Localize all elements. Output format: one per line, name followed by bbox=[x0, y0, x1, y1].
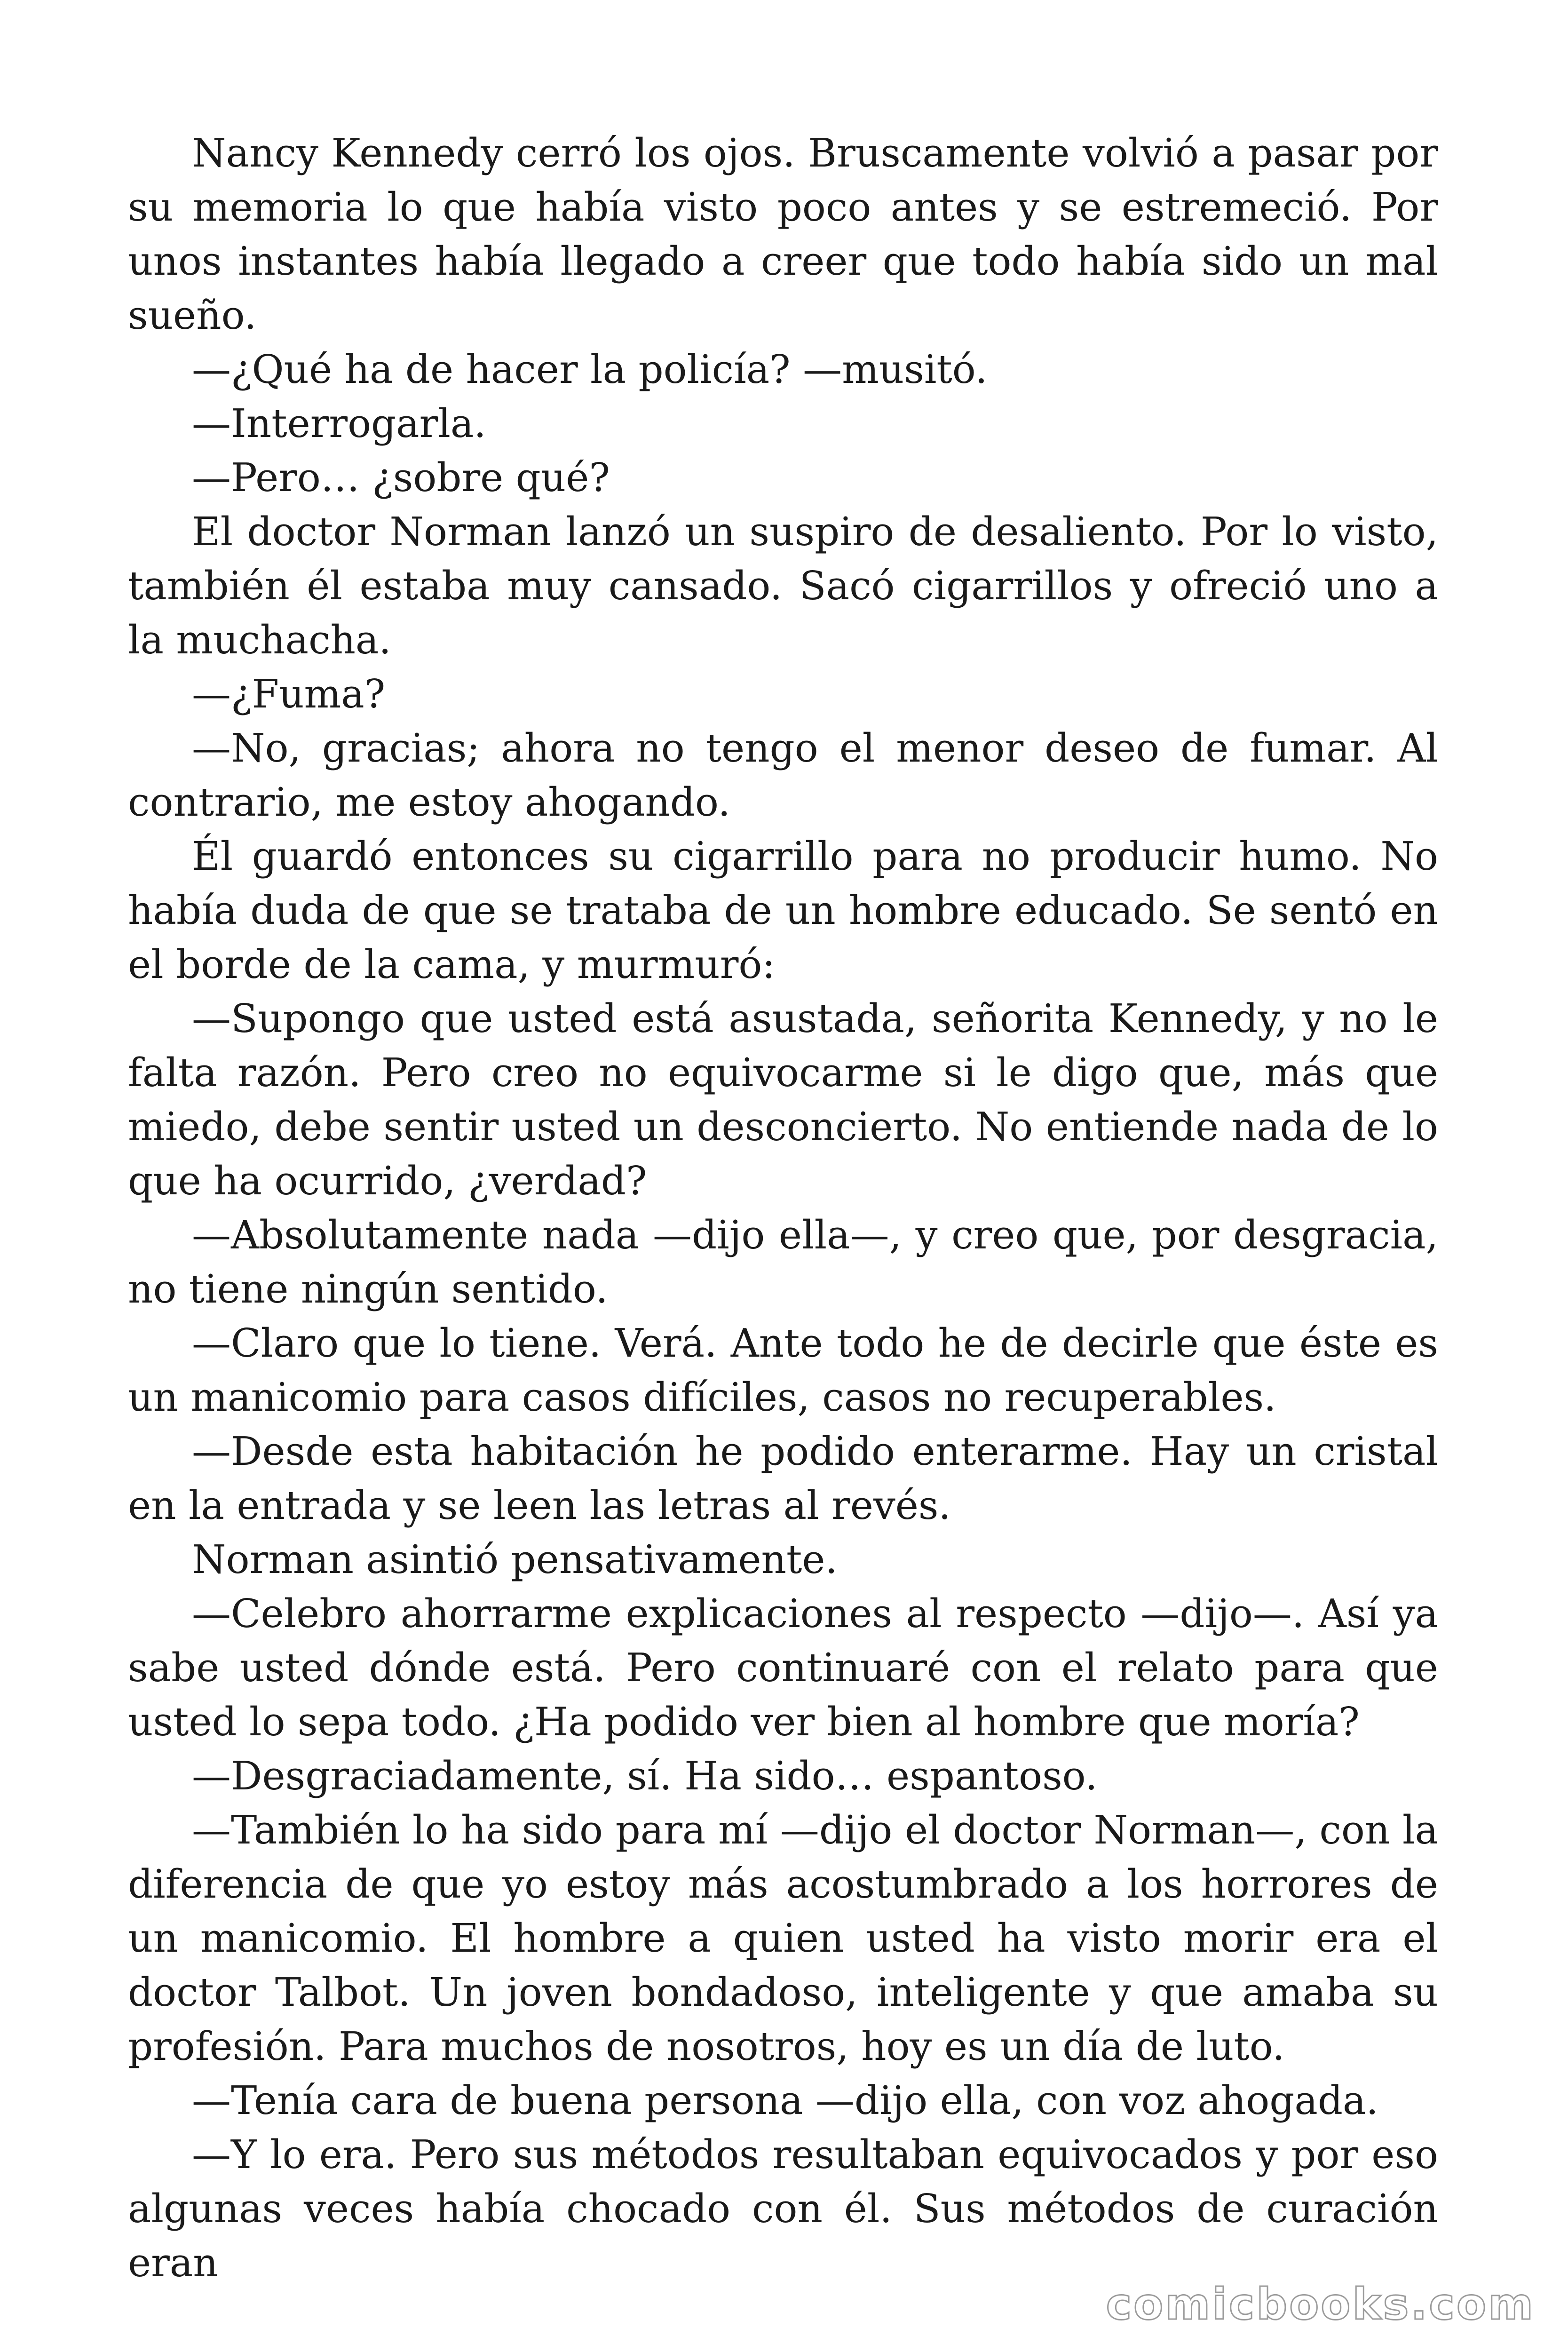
paragraph: El doctor Norman lanzó un suspiro de desaliento. Por lo visto, también él estaba muy cansado. Sacó cigarrillos y ofreció uno a la muchacha. bbox=[128, 509, 1438, 663]
paragraph: —Claro que lo tiene. Verá. Ante todo he de decirle que éste es un manicomio para casos difíciles, casos no recuperables. bbox=[128, 1320, 1438, 1420]
paragraph: —Desde esta habitación he podido enterarme. Hay un cristal en la entrada y se leen las letras al revés. bbox=[128, 1429, 1438, 1528]
watermark: comicbooks.com bbox=[1106, 2279, 1535, 2329]
paragraph: —Absolutamente nada —dijo ella—, y creo que, por desgracia, no tiene ningún sentido. bbox=[128, 1212, 1438, 1312]
paragraph: —Interrogarla. bbox=[192, 401, 486, 446]
paragraph: Nancy Kennedy cerró los ojos. Bruscamente volvió a pasar por su memoria lo que había visto poco antes y se estremeció. Por unos instantes había llegado a creer que todo había sido un mal sueño. bbox=[128, 130, 1438, 338]
paragraph: Él guardó entonces su cigarrillo para no producir humo. No había duda de que se trataba de un hombre educado. Se sentó en el borde de la cama, y murmuró: bbox=[128, 834, 1438, 987]
paragraph: —No, gracias; ahora no tengo el menor deseo de fumar. Al contrario, me estoy ahogando. bbox=[128, 725, 1438, 825]
paragraph: —Pero… ¿sobre qué? bbox=[192, 455, 610, 501]
paragraph: —Celebro ahorrarme explicaciones al respecto —dijo—. Así ya sabe usted dónde está. Pero continuaré con el relato para que usted lo sepa todo. ¿Ha podido ver bien al hombre que moría? bbox=[128, 1591, 1438, 1745]
paragraph: —Y lo era. Pero sus métodos resultaban equivocados y por eso algunas veces había chocado con él. Sus métodos de curación eran bbox=[128, 2132, 1438, 2286]
paragraph: —¿Fuma? bbox=[192, 671, 386, 717]
paragraph: —Supongo que usted está asustada, señorita Kennedy, y no le falta razón. Pero creo no equivocarme si le digo que, más que miedo, debe sentir usted un desconcierto. No entiende nada de lo que ha ocurrido, ¿verdad? bbox=[128, 996, 1438, 1204]
paragraph: —¿Qué ha de hacer la policía? —musitó. bbox=[192, 347, 988, 392]
paragraph: —Desgraciadamente, sí. Ha sido… espantoso. bbox=[192, 1753, 1098, 1799]
paragraph: —También lo ha sido para mí —dijo el doctor Norman—, con la diferencia de que yo estoy más acostumbrado a los horrores de un manicomio. El hombre a quien usted ha visto morir era el doctor Talbot. Un joven bondadoso, inteligente y que amaba su profesión. Para muchos de nosotros, hoy es un día de luto. bbox=[128, 1807, 1438, 2069]
paragraph: Norman asintió pensativamente. bbox=[192, 1537, 838, 1582]
paragraph: —Tenía cara de buena persona —dijo ella, con voz ahogada. bbox=[192, 2078, 1378, 2123]
page-text bbox=[128, 126, 1438, 2290]
